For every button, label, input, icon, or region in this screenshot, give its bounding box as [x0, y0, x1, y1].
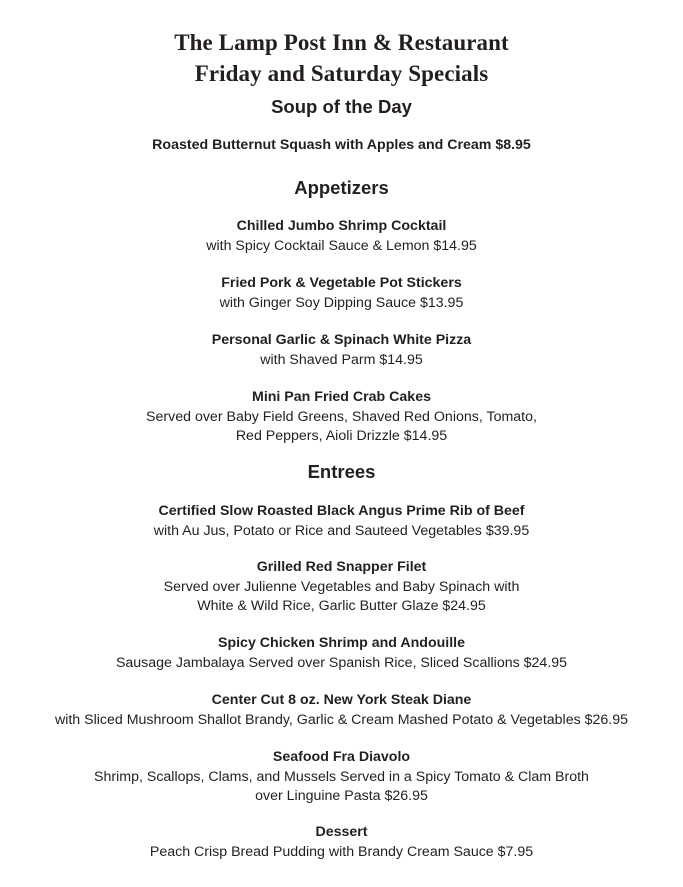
item-name: Fried Pork & Vegetable Pot Stickers: [221, 275, 462, 291]
item-name: Seafood Fra Diavolo: [272, 749, 411, 765]
item-name: Grilled Red Snapper Filet: [256, 559, 427, 575]
item-description: with Spicy Cocktail Sauce & Lemon $14.95: [206, 237, 477, 254]
specials-subtitle: Friday and Saturday Specials: [194, 61, 489, 86]
entree-item: [0, 502, 683, 541]
item-description: Served over Julienne Vegetables and Baby Spinach with: [163, 578, 520, 595]
item-description: with Shaved Parm $14.95: [260, 351, 423, 368]
appetizer-item: [0, 217, 683, 256]
item-name: Mini Pan Fried Crab Cakes: [252, 389, 431, 405]
item-name: Spicy Chicken Shrimp and Andouille: [217, 635, 465, 651]
soup-item-text: Roasted Butternut Squash with Apples and Cream $8.95: [152, 137, 531, 153]
item-name: Certified Slow Roasted Black Angus Prime Rib of Beef: [158, 503, 525, 519]
entree-item: [0, 691, 683, 730]
soup-item: [0, 136, 683, 156]
item-description: White & Wild Rice, Garlic Butter Glaze $24.95: [197, 598, 486, 614]
item-description: with Ginger Soy Dipping Sauce $13.95: [219, 294, 464, 311]
appetizer-item: [0, 388, 683, 447]
item-name: Personal Garlic & Spinach White Pizza: [211, 332, 472, 348]
appetizer-item: [0, 331, 683, 370]
entree-item: [0, 748, 683, 807]
entree-item: [0, 634, 683, 673]
item-description: Served over Baby Field Greens, Shaved Red Onions, Tomato,: [146, 408, 537, 425]
item-name: Center Cut 8 oz. New York Steak Diane: [211, 692, 472, 708]
item-description: over Linguine Pasta $26.95: [255, 788, 428, 804]
dessert-heading: Dessert: [315, 824, 368, 840]
menu-title: [0, 27, 683, 89]
dessert-item: [0, 823, 683, 862]
appetizer-item: [0, 274, 683, 313]
soup-heading: Soup of the Day: [271, 96, 412, 117]
entree-item: [0, 558, 683, 617]
entrees-heading: Entrees: [307, 461, 376, 482]
item-name: Chilled Jumbo Shrimp Cocktail: [236, 218, 447, 234]
item-description: Red Peppers, Aioli Drizzle $14.95: [235, 428, 448, 444]
item-description: with Au Jus, Potato or Rice and Sauteed Vegetables $39.95: [153, 522, 530, 539]
appetizers-heading: Appetizers: [294, 177, 389, 198]
item-description: Shrimp, Scallops, Clams, and Mussels Served in a Spicy Tomato & Clam Broth: [94, 768, 589, 785]
restaurant-name: The Lamp Post Inn & Restaurant: [174, 30, 509, 55]
item-description: Sausage Jambalaya Served over Spanish Rice, Sliced Scallions $24.95: [115, 654, 568, 671]
item-description: Peach Crisp Bread Pudding with Brandy Cream Sauce $7.95: [149, 843, 534, 860]
item-description: with Sliced Mushroom Shallot Brandy, Garlic & Cream Mashed Potato & Vegetables $26.95: [54, 711, 629, 728]
